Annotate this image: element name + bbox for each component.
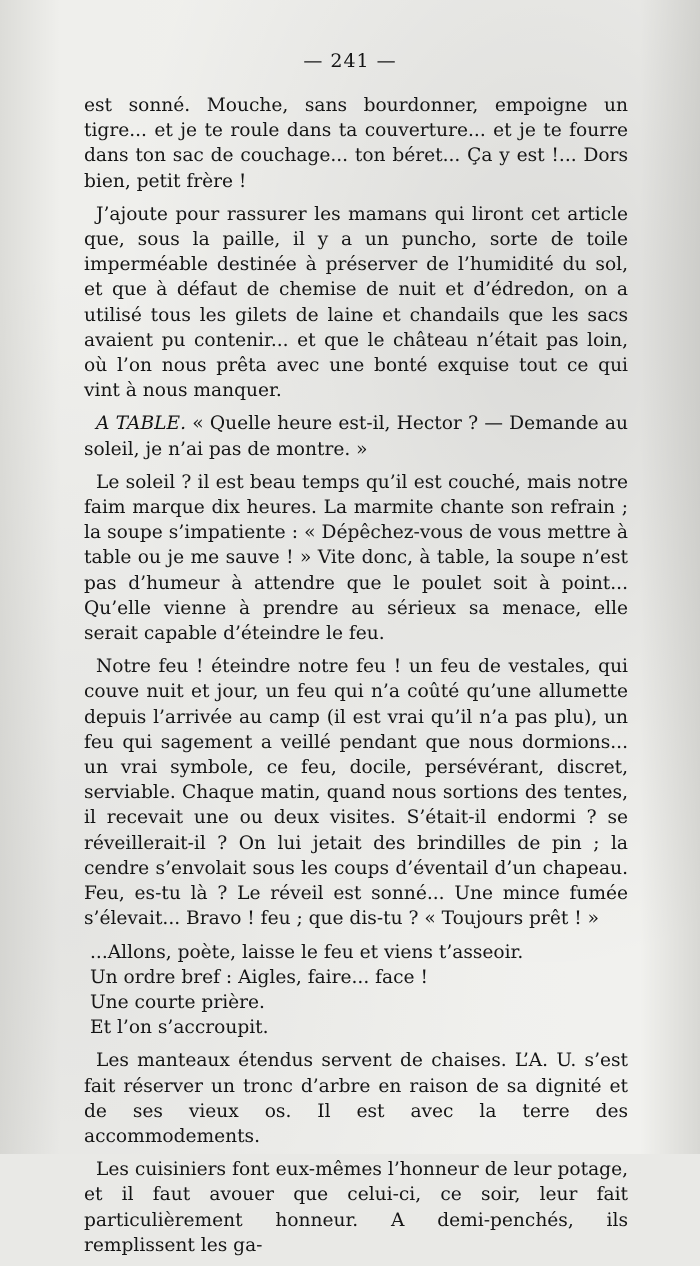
paragraph-cuisiniers: Les cuisiniers font eux-mêmes l’honneur de leur potage, et il faut avouer que celui-ci, ce soir, leur fait particulièrement honneur. A demi-penchés, ils remplissent les ga-	[84, 1159, 628, 1256]
body-text	[84, 93, 628, 1266]
paragraph-soleil: Le soleil ? il est beau temps qu’il est couché, mais notre faim marque dix heures. La marmite chante son refrain ; la soupe s’impatiente : « Dépêchez-vous de vous mettre à table ou je me sauve ! » Vite donc, à table, la soupe n’est pas d’humeur à attendre que le poulet soit à point... Qu’elle vienne à prendre au sérieux sa menace, elle serait capable d’éteindre le feu.	[84, 471, 628, 645]
section-a-table	[84, 411, 628, 461]
section-heading: A TABLE.	[96, 413, 186, 435]
page-number: — 241 —	[303, 50, 397, 72]
paragraph-continuation: est sonné. Mouche, sans bourdonner, empoigne un tigre... et je te roule dans ta couverture... et je te fourre dans ton sac de couchage... ton béret... Ça y est !... Dors bien, petit frère !	[84, 95, 628, 192]
verse-line: ...Allons, poète, laisse le feu et viens t’asseoir.	[90, 941, 524, 963]
verse-block	[84, 940, 628, 1041]
paragraph-reassurance: J’ajoute pour rassurer les mamans qui liront cet article que, sous la paille, il y a un puncho, sorte de toile imperméable destinée à préserver de l’humidité du sol, et que à défaut de chemise de nuit et d’édredon, on a utilisé tous les gilets de laine et chandails que les sacs avaient pu contenir... et que le château n’était pas loin, où l’on nous prêta avec une bonté exquise tout ce qui vint à nous manquer.	[84, 203, 628, 402]
paragraph-manteaux: Les manteaux étendus servent de chaises. L’A. U. s’est fait réserver un tronc d’arbre en raison de sa dignité et de ses vieux os. Il est avec la terre des accommodements.	[84, 1050, 628, 1147]
verse-line: Une courte prière.	[90, 991, 265, 1013]
paragraph-notre-feu: Notre feu ! éteindre notre feu ! un feu de vestales, qui couve nuit et jour, un feu qui n’a coûté qu’une allumette depuis l’arrivée au camp (il est vrai qu’il n’a pas plu), un feu qui sagement a veillé pendant que nous dormions... un vrai symbole, ce feu, docile, persévérant, discret, serviable. Chaque matin, quand nous sortions des tentes, il recevait une ou deux visites. S’était-il endormi ? se réveillerait-il ? On lui jetait des brindilles de pin ; la cendre s’envolait sous les coups d’éventail d’un chapeau. Feu, es-tu là ? Le réveil est sonné... Une mince fumée s’élevait... Bravo ! feu ; que dis-tu ? « Toujours prêt ! »	[84, 656, 628, 930]
verse-line: Et l’on s’accroupit.	[90, 1017, 269, 1039]
verse-line: Un ordre bref : Aigles, faire... face !	[90, 966, 428, 988]
section-intro-text: « Quelle heure est-il, Hector ? — Demande au soleil, je n’ai pas de montre. »	[84, 413, 628, 460]
